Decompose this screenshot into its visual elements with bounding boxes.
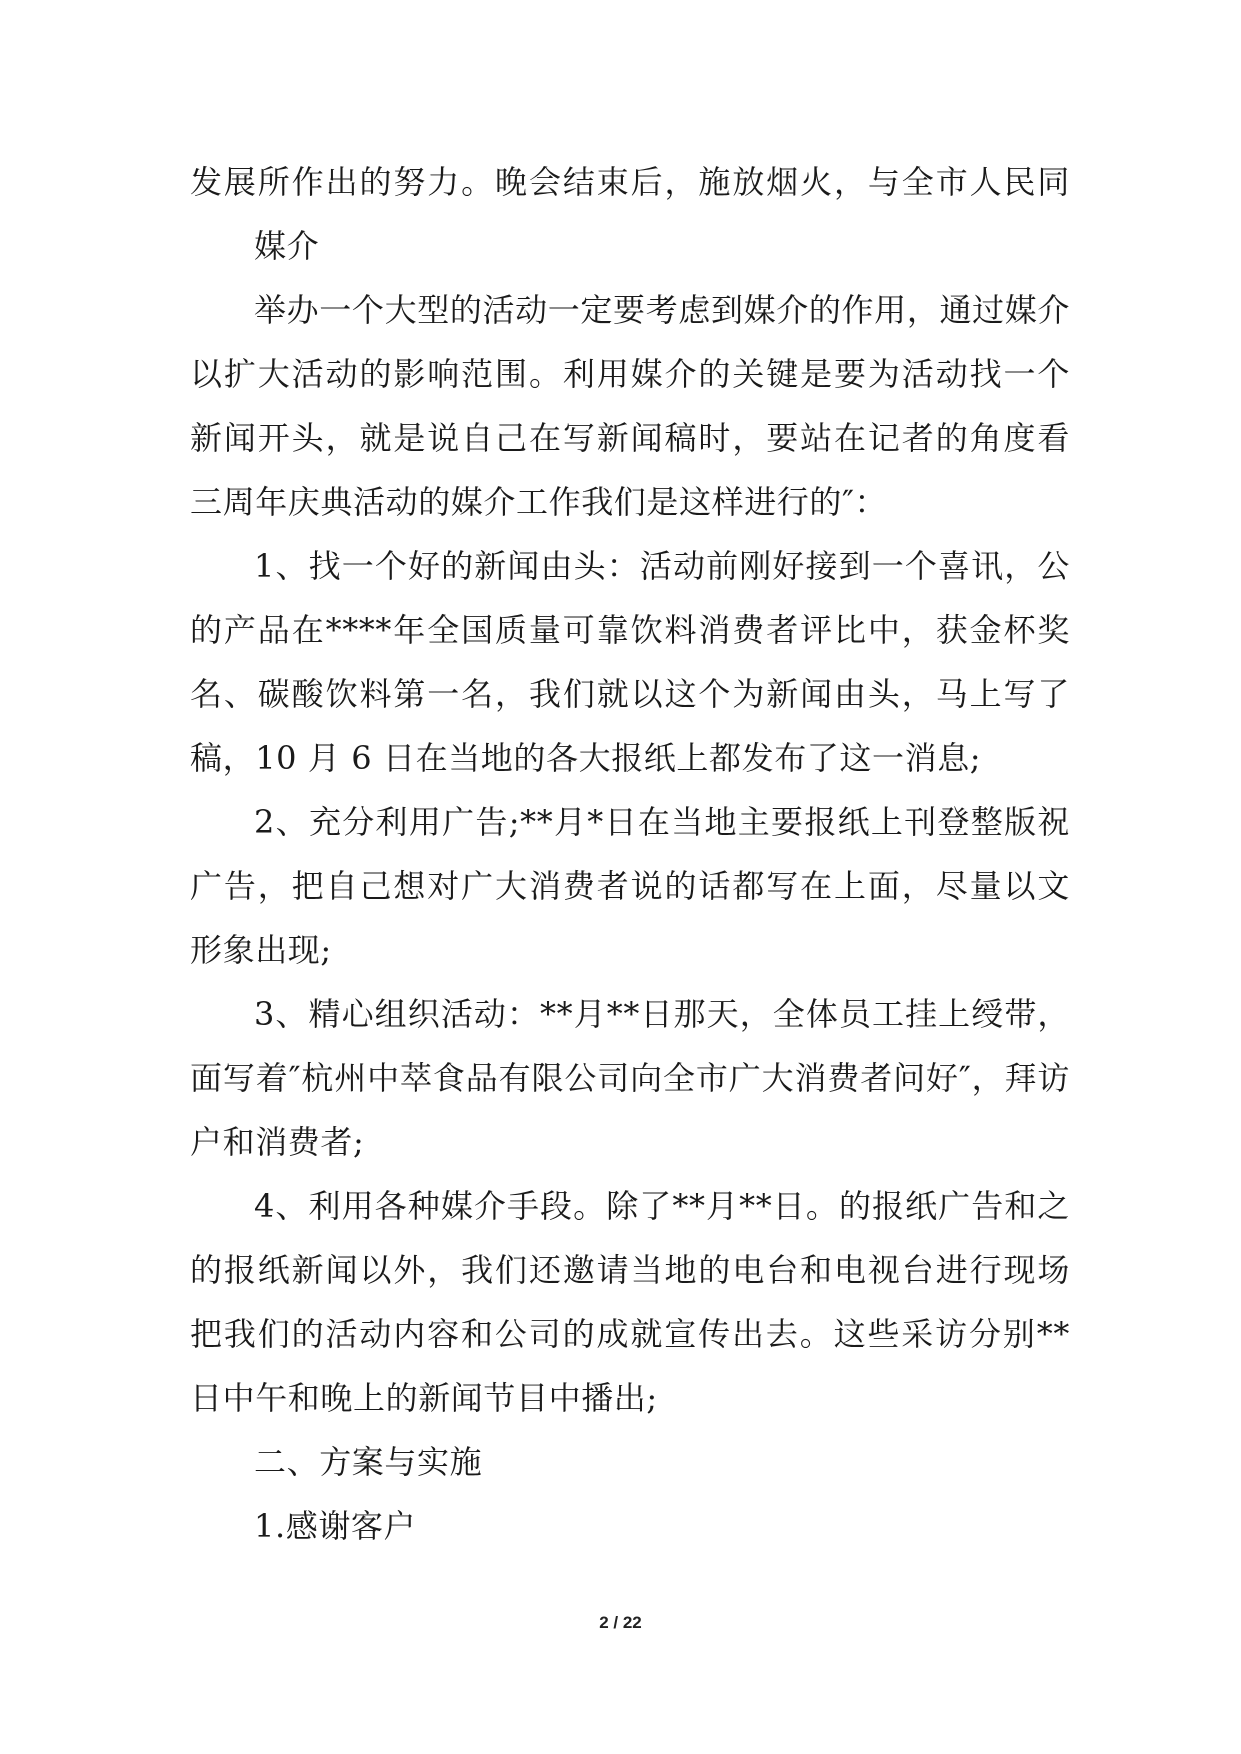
page-number: 2 / 22: [599, 1613, 642, 1632]
text-line: 4、利用各种媒介手段。除了**月**日。的报纸广告和之: [254, 1187, 1070, 1225]
text-line: 1、找一个好的新闻由头：活动前刚好接到一个喜讯，公: [254, 547, 1070, 585]
section-heading: 二、方案与实施: [254, 1443, 483, 1481]
text-line: 面写着″杭州中萃食品有限公司向全市广大消费者问好″，拜访: [190, 1059, 1070, 1097]
text-line: 稿，10 月 6 日在当地的各大报纸上都发布了这一消息;: [190, 739, 982, 777]
text-line: 发展所作出的努力。晚会结束后，施放烟火，与全市人民同: [190, 163, 1070, 201]
text-line: 名、碳酸饮料第一名，我们就以这个为新闻由头，马上写了: [190, 675, 1070, 713]
subsection-heading: 1.感谢客户: [254, 1507, 417, 1545]
text-line: 的报纸新闻以外，我们还邀请当地的电台和电视台进行现场: [190, 1251, 1070, 1289]
text-line: 三周年庆典活动的媒介工作我们是这样进行的″：: [190, 483, 888, 521]
text-line: 形象出现;: [190, 931, 332, 969]
text-line: 新闻开头，就是说自己在写新闻稿时，要站在记者的角度看: [190, 419, 1070, 457]
text-line: 以扩大活动的影响范围。利用媒介的关键是要为活动找一个: [190, 355, 1070, 393]
text-line: 举办一个大型的活动一定要考虑到媒介的作用，通过媒介: [254, 291, 1070, 329]
text-line: 媒介: [254, 227, 320, 265]
text-line: 广告，把自己想对广大消费者说的话都写在上面，尽量以文: [190, 867, 1070, 905]
text-line: 日中午和晚上的新闻节目中播出;: [190, 1379, 658, 1417]
text-line: 3、精心组织活动：**月**日那天，全体员工挂上绶带，: [254, 995, 1070, 1033]
text-line: 2、充分利用广告;**月*日在当地主要报纸上刊登整版祝: [254, 803, 1070, 841]
text-line: 的产品在****年全国质量可靠饮料消费者评比中，获金杯奖: [190, 611, 1070, 649]
text-line: 户和消费者;: [190, 1123, 365, 1161]
text-line: 把我们的活动内容和公司的成就宣传出去。这些采访分别**: [190, 1315, 1070, 1353]
document-body: [190, 150, 1070, 1558]
